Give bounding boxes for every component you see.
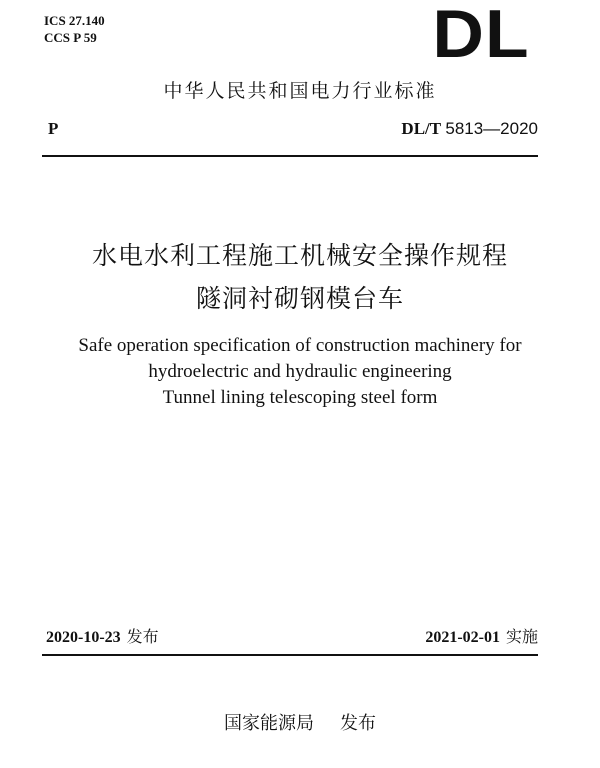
issue-date-row <box>46 626 159 649</box>
title-en-line-3: Tunnel lining telescoping steel form <box>162 387 438 408</box>
classification-codes <box>44 12 105 46</box>
top-divider <box>42 155 538 157</box>
title-cn-line-1: 水电水利工程施工机械安全操作规程 <box>91 241 508 270</box>
issue-date: 2020-10-23 <box>46 629 121 646</box>
ics-code: ICS 27.140 <box>44 13 105 28</box>
implementation-label: 实施 <box>505 627 538 646</box>
category-letter: P <box>48 119 59 138</box>
standard-number <box>401 118 538 140</box>
title-en-line-2: hydroelectric and hydraulic engineering <box>148 361 452 382</box>
implementation-date-row <box>425 626 538 649</box>
dl-mark: DL <box>432 0 530 72</box>
industry-standard-title: 中华人民共和国电力行业标准 <box>163 80 437 102</box>
publisher <box>0 712 600 736</box>
publisher-label: 发布 <box>340 713 376 734</box>
title-en-line-1: Safe operation specification of construction machinery for <box>78 335 522 356</box>
publisher-name: 国家能源局 <box>224 713 314 734</box>
standard-prefix: DL/T <box>401 119 442 138</box>
ccs-code: CCS P 59 <box>44 30 97 45</box>
standard-code: 5813—2020 <box>445 119 538 138</box>
bottom-divider <box>42 654 538 656</box>
implementation-date: 2021-02-01 <box>425 629 500 646</box>
issue-label: 发布 <box>126 627 159 646</box>
title-cn-line-2: 隧洞衬砌钢模台车 <box>195 284 404 313</box>
